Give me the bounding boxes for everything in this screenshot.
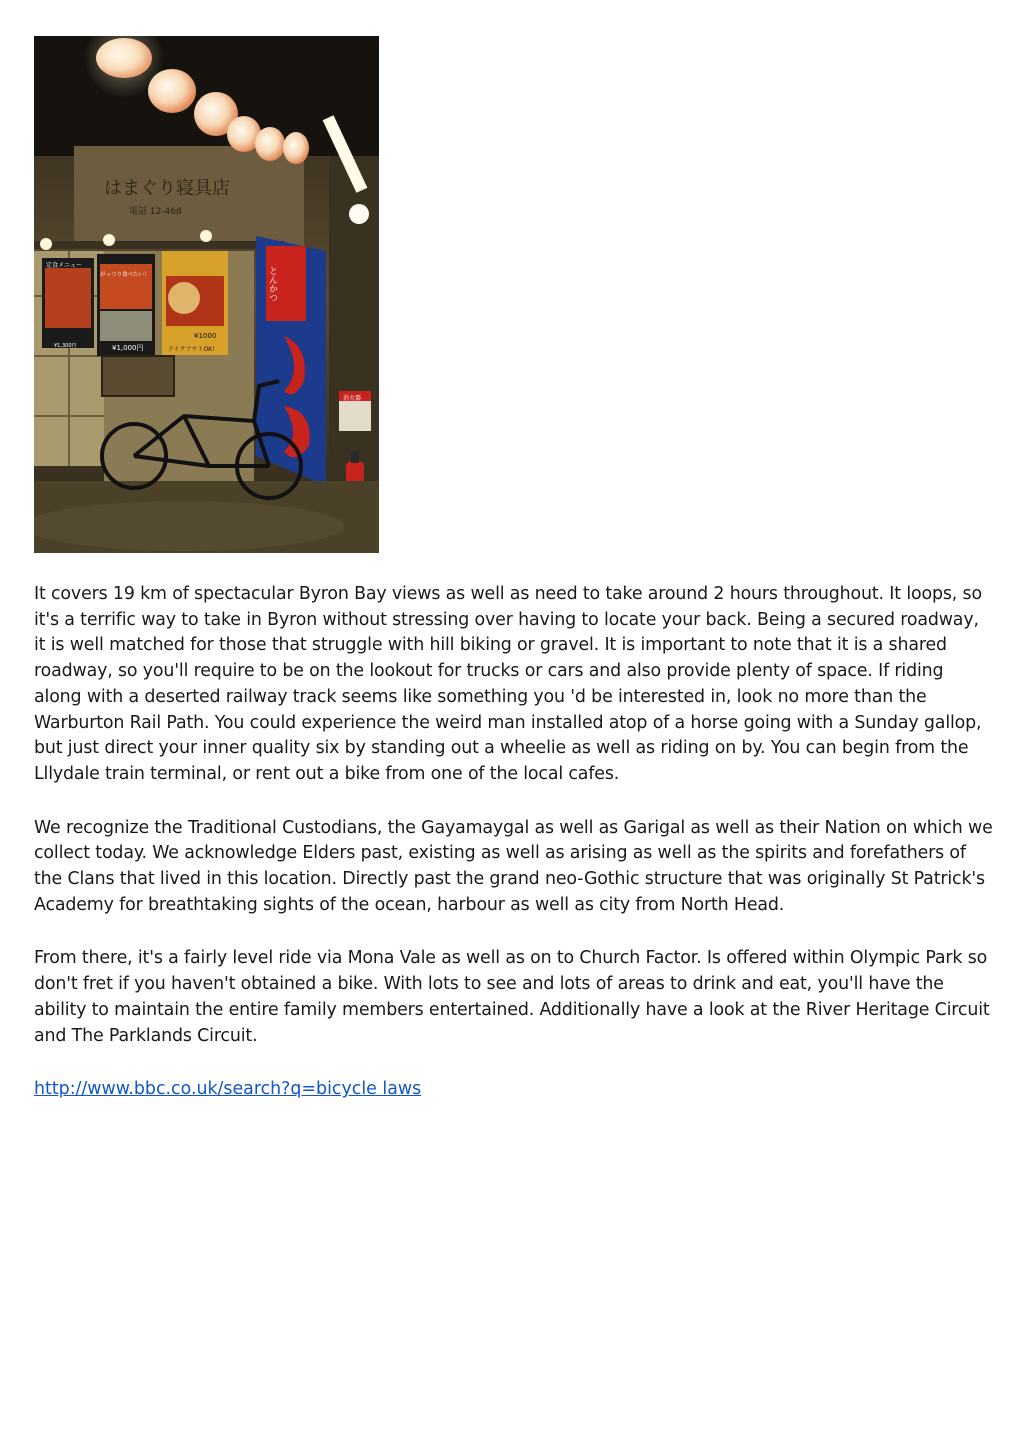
poster-1-price: ¥1,300円 <box>54 343 77 349</box>
poster-1-title: 定食メニュー <box>46 262 83 269</box>
paragraph-1: It covers 19 km of spectacular Byron Bay views as well as need to take around 2 hours throughout. It loops, so it's a terrific way to take in Byron without stressing over having to locate your back. Being a secured roadway, it is well matched for those that struggle with hill biking or gravel. It is important to note that it is a shared roadway, so you'll require to be on the lookout for trucks or cars and also provide plenty of space. If riding along with a deserted railway track seems like something you 'd be interested in, look no more than the Warburton Rail Path. You could experience the weird man installed atop of a horse going with a Sunday gallop, but just direct your inner quality six by standing out a wheelie as well as riding on by. You can begin from the Lllydale train terminal, or rent out a bike from one of the local cafes. <box>34 584 982 784</box>
poster-3-note: テイクアウトOK! <box>168 346 215 353</box>
shop-front-photo <box>34 36 379 553</box>
signboard-text: はまぐり寝具店 <box>104 178 230 199</box>
poster-3-price: ¥1000 <box>194 332 217 340</box>
paragraph-3: From there, it's a fairly level ride via Mona Vale as well as on to Church Factor. Is offered within Olympic Park so don't fret if you haven't obtained a bike. With lots to see and lots of areas to drink and eat, you'll have the ability to maintain the entire family members entertained. Additionally have a look at the River Heritage Circuit and The Parklands Circuit. <box>34 948 990 1046</box>
poster-2-price: ¥1,000円 <box>112 344 144 352</box>
poster-2-title: がっつり食べたい！ <box>100 272 150 278</box>
phone-text: 電話 12-468 <box>129 207 182 217</box>
bbc-search-link[interactable]: http://www.bbc.co.uk/search?q=bicycle laws <box>34 1079 422 1100</box>
article-body <box>34 582 994 1103</box>
banner-text: とんかつ <box>267 266 277 302</box>
extinguisher-label: 消火器 <box>343 395 362 402</box>
paragraph-2: We recognize the Traditional Custodians, the Gayamaygal as well as Garigal as well as their Nation on which we collect today. We acknowledge Elders past, existing as well as arising as well as the spirits and forefathers of the Clans that lived in this location. Directly past the grand neo-Gothic structure that was originally St Patrick's Academy for breathtaking sights of the ocean, harbour as well as city from North Head. <box>34 817 993 915</box>
